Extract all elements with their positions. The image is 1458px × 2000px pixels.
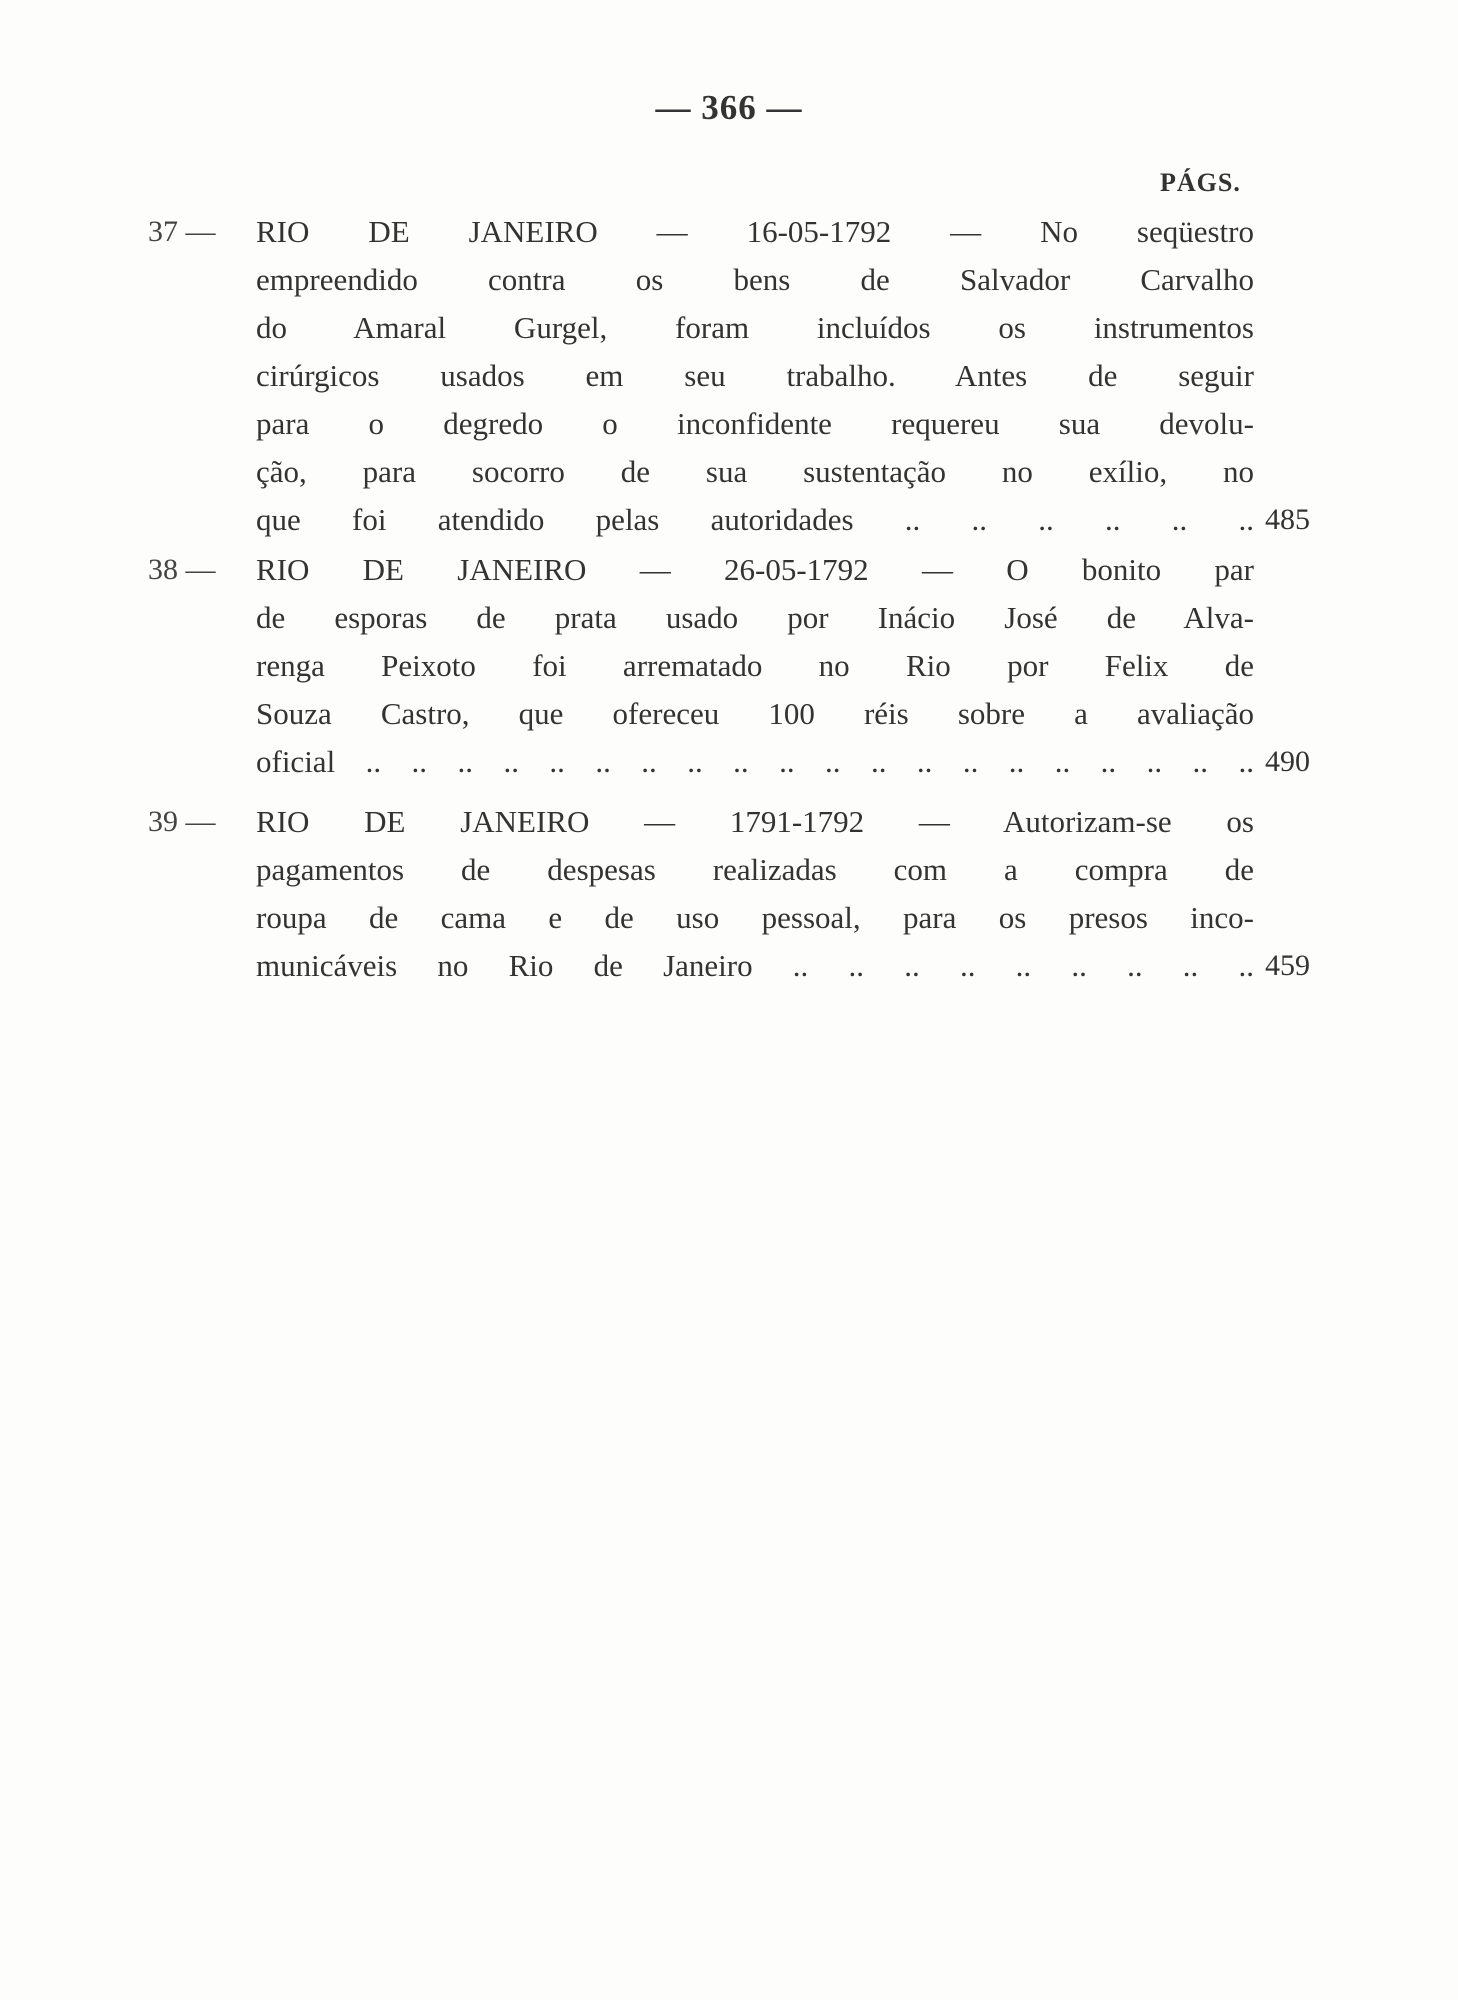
entry-line: empreendido contra os bens de Salvador Carvalho	[256, 262, 1254, 297]
entry-line: RIO DE JANEIRO — 26-05-1792 — O bonito par	[256, 552, 1254, 587]
entry-number: 39 —	[148, 805, 216, 838]
entry-text	[256, 208, 1254, 544]
entry-text	[256, 798, 1254, 990]
page-number: — 366 —	[655, 88, 803, 127]
entry-line: RIO DE JANEIRO — 16-05-1792 — No seqüestro	[256, 214, 1254, 249]
entry-number: 37 —	[148, 215, 216, 248]
entry-line: Souza Castro, que ofereceu 100 réis sobre a avaliação	[256, 696, 1254, 731]
entry-line: que foi atendido pelas autoridades .. .. .. .. .. ..	[256, 502, 1254, 537]
entry-line: ção, para socorro de sua sustentação no exílio, no	[256, 454, 1254, 489]
entry-line: roupa de cama e de uso pessoal, para os presos inco-	[256, 900, 1254, 935]
entry-line: renga Peixoto foi arrematado no Rio por Felix de	[256, 648, 1254, 683]
entry-line: RIO DE JANEIRO — 1791-1792 — Autorizam-se os	[256, 804, 1254, 839]
entry-page-ref: 459	[1265, 949, 1310, 982]
entry-line: de esporas de prata usado por Inácio José de Alva-	[256, 600, 1254, 635]
entry-line: para o degredo o inconfidente requereu sua devolu-	[256, 406, 1254, 441]
pages-column-header: PÁGS.	[1160, 168, 1241, 197]
entry-line: cirúrgicos usados em seu trabalho. Antes de seguir	[256, 358, 1254, 393]
entry-page-ref: 490	[1265, 745, 1310, 778]
entry-line: do Amaral Gurgel, foram incluídos os instrumentos	[256, 310, 1254, 345]
entry-page-ref: 485	[1265, 503, 1310, 536]
entry-line: pagamentos de despesas realizadas com a compra de	[256, 852, 1254, 887]
entry-number: 38 —	[148, 553, 216, 586]
entry-line: municáveis no Rio de Janeiro .. .. .. .. .. .. .. .. ..	[256, 948, 1254, 983]
entry-text	[256, 546, 1254, 786]
entry-line: oficial .. .. .. .. .. .. .. .. .. .. .. .. .. .. .. .. .. .. .. ..	[256, 744, 1254, 779]
